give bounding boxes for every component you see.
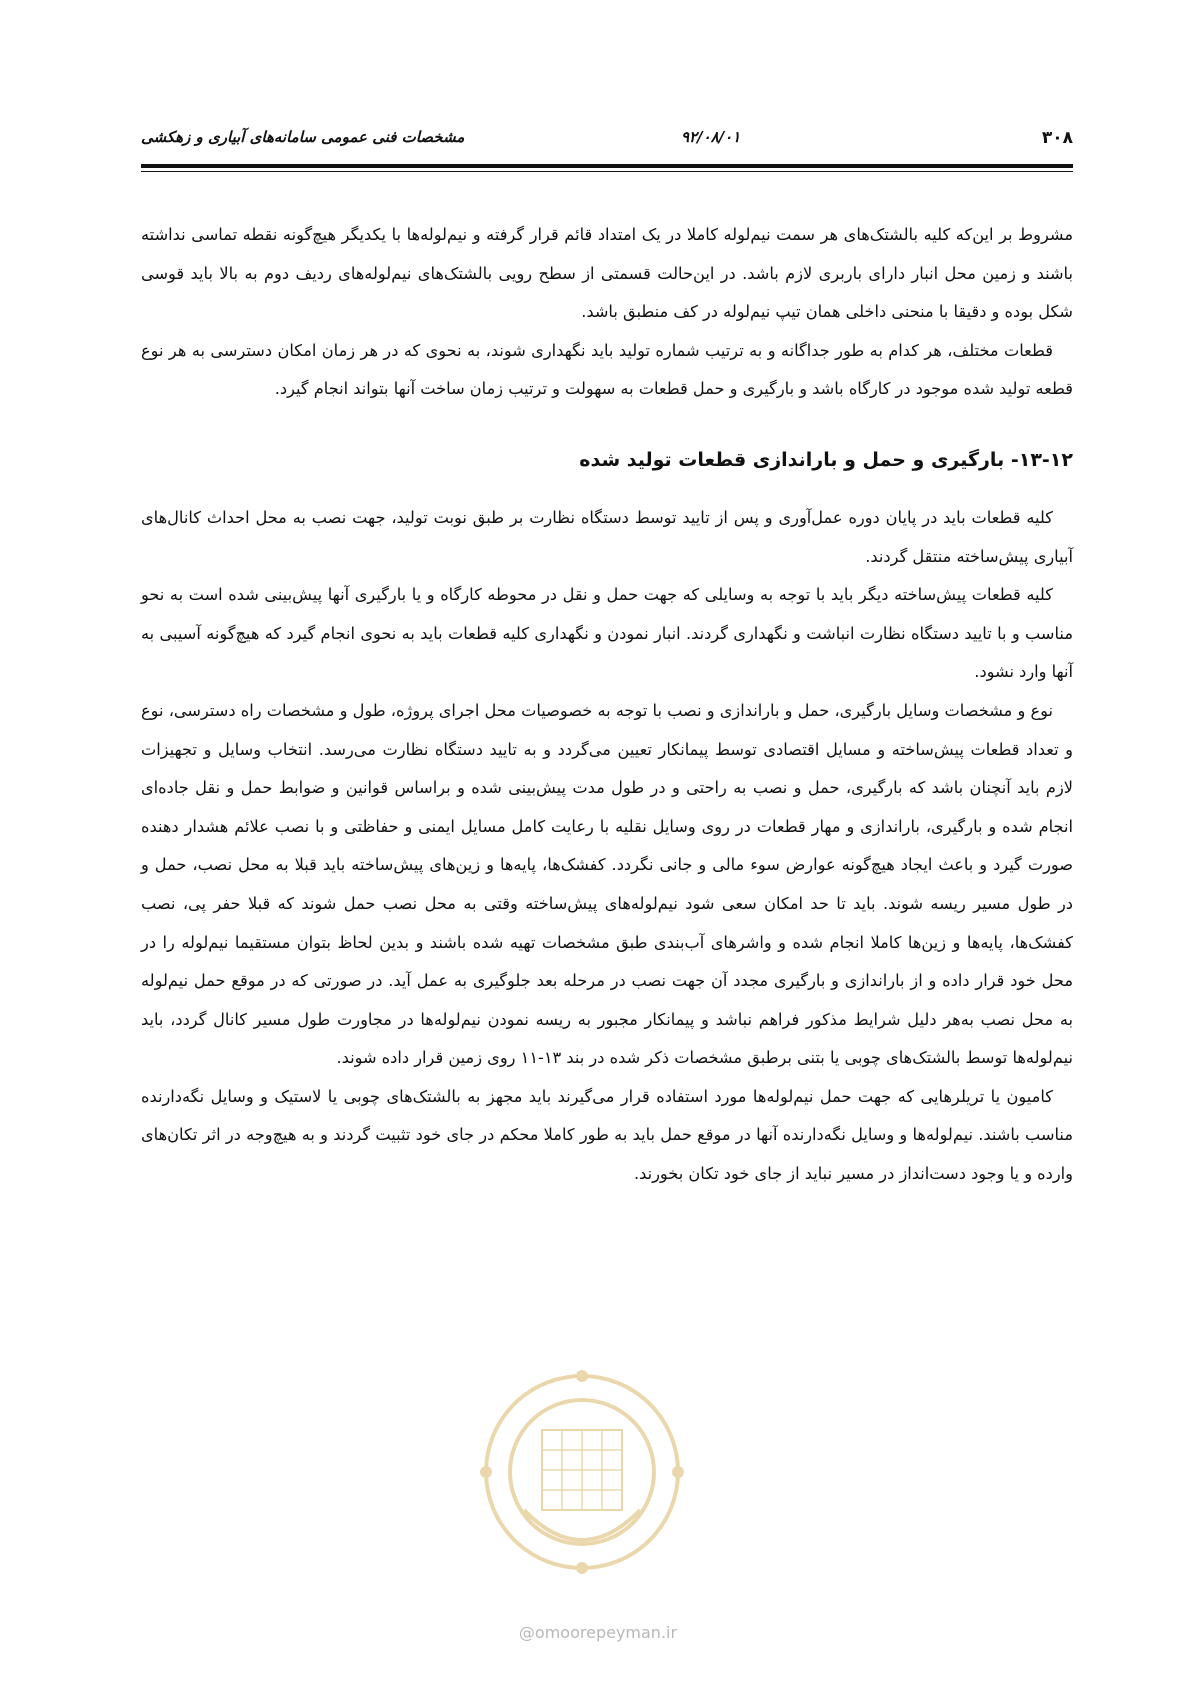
paragraph: کامیون یا تریلرهایی که جهت حمل نیم‌لوله‌ها مورد استفاده قرار می‌گیرند باید مجهز به بالشتک‌های چوبی یا لاستیک و وسایل نگه‌دارنده مناسب باشند. نیم‌لوله‌ها و وسایل نگه‌دارنده آنها در موقع حمل باید به طور کاملا محکم در جای خود تثبیت گردند و به هیچ‌وجه در اثر تکان‌های وارده و یا وجود دست‌انداز در مسیر نباید از جای خود تکان بخورند.	[141, 1086, 1073, 1184]
page-header	[141, 128, 1073, 158]
paragraph: کلیه قطعات پیش‌ساخته دیگر باید با توجه به وسایلی که جهت حمل و نقل در محوطه کارگاه و یا بارگیری آنها پیش‌بینی شده است به نحو مناسب و با تایید دستگاه نظارت انباشت و نگهداری گردند. انبار نمودن و نگهداری کلیه قطعات باید به نحوی انجام گیرد که هیچ‌گونه آسیبی به آنها وارد نشود.	[141, 585, 1073, 682]
page-number: ۳۰۸	[1041, 128, 1073, 148]
document-title: مشخصات فنی عمومی سامانه‌های آبیاری و زهکشی	[141, 128, 465, 146]
paragraph: نوع و مشخصات وسایل بارگیری، حمل و باراندازی و نصب با توجه به خصوصیات محل اجرای پروژه، طول و مشخصات راه دسترسی، نوع و تعداد قطعات پیش‌ساخته و مسایل اقتصادی توسط پیمانکار تعیین می‌گردد و به تایید دستگاه نظارت می‌رسد. انتخاب وسایل و تجهیزات لازم باید آنچنان باشد که بارگیری، حمل و نصب به راحتی و در طول مدت پیش‌بینی شده و براساس قوانین و ضوابط حمل و نقل جاده‌ای انجام شده و بارگیری، باراندازی و مهار قطعات در روی وسایل نقلیه با رعایت کامل مسایل ایمنی و حفاظتی و با نصب علائم هشدار دهنده صورت گیرد و باعث ایجاد هیچ‌گونه عوارض سوء مالی و جانی نگردد. کفشک‌ها، پایه‌ها و زین‌های پیش‌ساخته باید قبلا به محل نصب، حمل و در طول مسیر ریسه شوند. باید تا حد امکان سعی شود نیم‌لوله‌های پیش‌ساخته وقتی به محل نصب حمل شوند که قبلا حفر پی، نصب کفشک‌ها، پایه‌ها و زین‌ها کاملا انجام شده و واشرهای آب‌بندی طبق مشخصات تهیه شده باشند و بدین لحاظ بتوان مستقیما نیم‌لوله را در محل خود قرار داده و از باراندازی و بارگیری مجدد آن جهت نصب در مرحله بعد جلوگیری به عمل آید. در صورتی که در موقع حمل نیم‌لوله به محل نصب به‌هر دلیل شرایط مذکور فراهم نباشد و پیمانکار مجبور به ریسه نمودن نیم‌لوله‌ها در مجاورت طول مسیر کانال گردد، باید نیم‌لوله‌ها توسط بالشتک‌های چوبی یا بتنی برطبق مشخصات ذکر شده در بند ۱۳-۱۱ روی زمین قرار داده شوند.	[141, 700, 1073, 1068]
document-date: ۹۲/۰۸/۰۱	[681, 128, 741, 146]
watermark-seal-icon	[472, 1360, 692, 1590]
paragraph: قطعات مختلف، هر کدام به طور جداگانه و به ترتیب شماره تولید باید نگهداری شوند، به نحوی که در هر زمان امکان دسترسی به هر نوع قطعه تولید شده موجود در کارگاه باشد و بارگیری و حمل قطعات به سهولت و ترتیب زمان ساخت آنها بتواند انجام گیرد.	[141, 340, 1073, 399]
paragraph: مشروط بر این‌که کلیه بالشتک‌های هر سمت نیم‌لوله کاملا در یک امتداد قائم قرار گرفته و نیم‌لوله‌ها با یکدیگر هیچ‌گونه نقطه تماسی نداشته باشند و زمین محل انبار دارای باربری لازم باشد. در این‌حالت قسمتی از سطح رویی بالشتک‌های نیم‌لوله‌های ردیف دوم به بالا باید قوسی شکل بوده و دقیقا با منحنی داخلی همان تیپ نیم‌لوله در کف منطبق باشد.	[141, 225, 1073, 322]
body-text	[141, 216, 1073, 1194]
header-rule-thick	[141, 164, 1073, 168]
watermark-url: @omoorepeyman.ir	[518, 1623, 678, 1642]
section-heading: ۱۳-۱۲- بارگیری و حمل و باراندازی قطعات تولید شده	[579, 448, 1073, 471]
paragraph: کلیه قطعات باید در پایان دوره عمل‌آوری و پس از تایید توسط دستگاه نظارت بر طبق نوبت تولید، جهت نصب به محل احداث کانال‌های آبیاری پیش‌ساخته منتقل گردند.	[141, 507, 1073, 566]
header-rule-thin	[141, 171, 1073, 172]
